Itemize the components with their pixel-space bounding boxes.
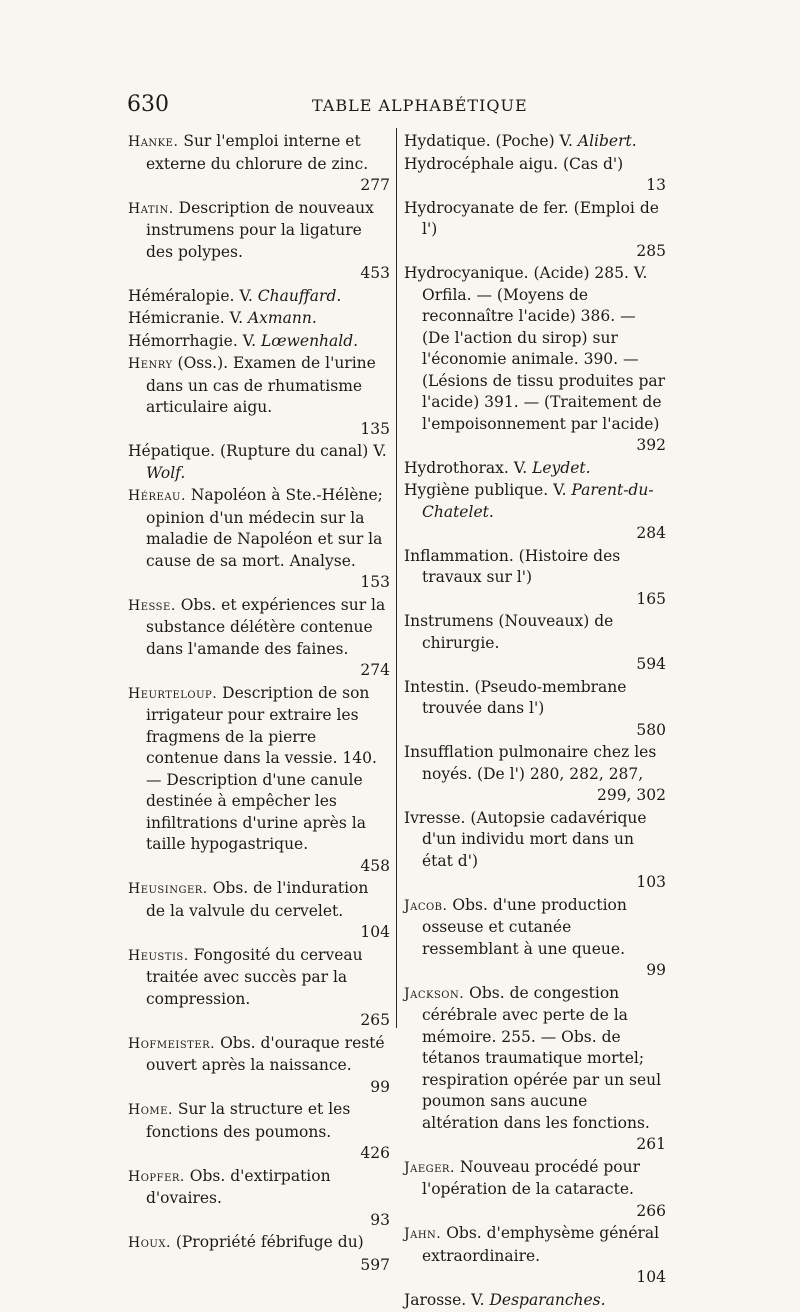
entry-page-number: 285 bbox=[636, 241, 666, 260]
entry-reference: Wolf. bbox=[146, 463, 186, 482]
entry-reference: Lœwenhald. bbox=[261, 331, 359, 350]
left-column bbox=[128, 131, 390, 1277]
index-entry bbox=[404, 895, 666, 982]
running-title: TABLE ALPHABÉTIQUE bbox=[312, 96, 528, 115]
entry-text: Obs. de congestion cérébrale avec perte de la mémoire. 255. — Obs. de tétanos traumatique mortel; respiration opérée par un seul poumon sans aucune altération dans les fonctions. bbox=[422, 983, 662, 1132]
entry-text: Nouveau procédé pour l'opération de la cataracte. bbox=[422, 1157, 640, 1198]
entry-text: Obs. de l'induration de la valvule du cervelet. bbox=[146, 879, 369, 920]
entry-text: Ivresse. (Autopsie cadavérique d'un individu mort dans un état d') bbox=[404, 808, 647, 870]
entry-text: Napoléon à Ste.-Hélène; opinion d'un médecin sur la maladie de Napoléon et sur la cause de sa mort. Analyse. bbox=[146, 486, 383, 570]
index-entry bbox=[128, 595, 390, 682]
index-entry bbox=[128, 945, 390, 1032]
entry-headword: Home. bbox=[128, 1102, 173, 1118]
entry-page-number: 104 bbox=[360, 923, 390, 941]
entry-reference: Chauffard. bbox=[257, 286, 342, 305]
entry-page-number: 165 bbox=[636, 589, 666, 608]
index-entry bbox=[404, 1157, 666, 1223]
index-entry bbox=[404, 677, 666, 742]
entry-headword: Jaeger. bbox=[404, 1159, 455, 1176]
entry-text: Hygiène publique. V. bbox=[404, 481, 572, 499]
entry-page-number: 265 bbox=[360, 1011, 390, 1029]
index-entry bbox=[404, 546, 666, 611]
page-header bbox=[127, 92, 667, 122]
index-entry bbox=[128, 485, 390, 594]
entry-text: Hydrocyanique. (Acide) 285. V. Orfila. — (Moyens de reconnaître l'acide) 386. — (De l'action du sirop) sur l'économie animale. 390. — (Lésions de tissu produites par l'acide) 391. — (Traitement de l'empoisonnement par l'acide) bbox=[404, 264, 666, 433]
entry-headword: Hanke. bbox=[128, 134, 179, 150]
entry-headword: Jacob. bbox=[404, 897, 448, 914]
entry-headword: Héreau. bbox=[128, 488, 186, 504]
entry-page-number: 135 bbox=[360, 419, 390, 438]
entry-headword: Hatin. bbox=[128, 200, 174, 217]
entry-text: Insufflation pulmonaire chez les noyés. (De l') 280, 282, 287, bbox=[404, 743, 657, 783]
entry-text: Jarosse. V. bbox=[404, 1290, 490, 1309]
entry-headword: Jackson. bbox=[404, 985, 465, 1002]
entry-page-number: 99 bbox=[646, 961, 666, 979]
entry-text: Fongosité du cerveau traitée avec succès par la compression. bbox=[146, 945, 363, 1008]
index-entry bbox=[128, 331, 390, 353]
index-entry bbox=[404, 458, 666, 480]
entry-text: Sur l'emploi interne et externe du chlorure de zinc. bbox=[146, 132, 369, 173]
entry-reference: Alibert. bbox=[577, 132, 637, 150]
entry-text: Obs. d'ouraque resté ouvert après la naissance. bbox=[146, 1033, 385, 1074]
entry-reference: Axmann. bbox=[247, 309, 317, 327]
entry-page-number: 266 bbox=[636, 1201, 666, 1220]
entry-text: Hépatique. (Rupture du canal) V. bbox=[128, 442, 387, 460]
entry-page-number: 458 bbox=[360, 856, 390, 875]
index-entry bbox=[404, 983, 666, 1156]
index-entry bbox=[404, 131, 666, 153]
entry-text: Hydrocéphale aigu. (Cas d') bbox=[404, 154, 624, 173]
index-entry bbox=[128, 353, 390, 440]
index-entry bbox=[404, 263, 666, 457]
page-number: 630 bbox=[127, 92, 169, 117]
entry-text: Hydrocyanate de fer. (Emploi de l') bbox=[404, 198, 659, 238]
entry-page-number: 392 bbox=[636, 436, 666, 454]
entry-text: Obs. et expériences sur la substance délétère contenue dans l'amande des faines. bbox=[146, 595, 386, 658]
entry-page-number: 13 bbox=[646, 176, 666, 194]
entry-text: Hydatique. (Poche) V. bbox=[404, 132, 578, 150]
index-entry bbox=[404, 1290, 666, 1312]
index-entry bbox=[128, 308, 390, 330]
entry-page-number: 277 bbox=[360, 176, 390, 194]
index-entry bbox=[128, 1099, 390, 1165]
index-entry bbox=[128, 1166, 390, 1232]
entry-text: Intestin. (Pseudo-membrane trouvée dans l') bbox=[404, 677, 627, 717]
entry-text: Obs. d'emphysème général extraordinaire. bbox=[422, 1224, 660, 1265]
index-entry bbox=[128, 683, 390, 878]
entry-headword: Heurteloup. bbox=[128, 685, 218, 702]
entry-page-number: 261 bbox=[636, 1135, 666, 1153]
entry-page-number: 299, 302 bbox=[596, 786, 666, 804]
entry-text: Hémicranie. V. bbox=[128, 309, 248, 327]
entry-reference: Leydet. bbox=[532, 458, 591, 477]
entry-page-number: 153 bbox=[360, 573, 390, 591]
index-entry bbox=[404, 1223, 666, 1289]
entry-text: Description de son irrigateur pour extraire les fragmens de la pierre contenue dans la vessie. 140. — Description d'une canule destinée à empêcher les infiltrations d'urine après la taille hypogastrique. bbox=[146, 683, 377, 853]
index-entry bbox=[128, 198, 390, 285]
entry-text: Hydrothorax. V. bbox=[404, 458, 533, 477]
entry-page-number: 99 bbox=[370, 1077, 390, 1096]
index-entry bbox=[404, 742, 666, 807]
entry-page-number: 594 bbox=[636, 655, 666, 673]
index-entry bbox=[128, 878, 390, 944]
entry-page-number: 274 bbox=[360, 661, 390, 679]
entry-text: Héméralopie. V. bbox=[128, 286, 258, 305]
index-entry bbox=[404, 611, 666, 676]
entry-text: Description de nouveaux instrumens pour la ligature des polypes. bbox=[146, 198, 374, 261]
entry-headword: Hesse. bbox=[128, 597, 176, 614]
entry-text: Obs. d'une production osseuse et cutanée ressemblant à une queue. bbox=[422, 895, 627, 958]
index-entry bbox=[128, 286, 390, 308]
entry-page-number: 93 bbox=[370, 1210, 390, 1229]
entry-headword: Hofmeister. bbox=[128, 1035, 216, 1052]
entry-headword: Heustis. bbox=[128, 947, 189, 964]
entry-text: Obs. d'extirpation d'ovaires. bbox=[146, 1166, 331, 1207]
entry-text: Sur la structure et les fonctions des poumons. bbox=[146, 1100, 351, 1141]
index-entry bbox=[404, 480, 666, 545]
entry-text: (Oss.). Examen de l'urine dans un cas de rhumatisme articulaire aigu. bbox=[146, 354, 376, 416]
entry-headword: Jahn. bbox=[404, 1226, 442, 1242]
index-entry bbox=[128, 441, 390, 484]
entry-page-number: 580 bbox=[636, 720, 666, 739]
entry-text: Hémorrhagie. V. bbox=[128, 331, 262, 350]
entry-text: Instrumens (Nouveaux) de chirurgie. bbox=[404, 612, 614, 652]
index-entry bbox=[404, 198, 666, 263]
entry-page-number: 597 bbox=[360, 1255, 390, 1274]
entry-reference: Parent-du-Chatelet. bbox=[422, 481, 654, 521]
index-entry bbox=[128, 131, 390, 197]
index-entry bbox=[404, 808, 666, 894]
entry-headword: Henry bbox=[128, 356, 173, 372]
entry-page-number: 426 bbox=[360, 1144, 390, 1162]
entry-reference: Desparanches. bbox=[489, 1290, 606, 1309]
entry-page-number: 453 bbox=[360, 264, 390, 282]
entry-page-number: 284 bbox=[636, 524, 666, 542]
entry-headword: Hopfer. bbox=[128, 1168, 185, 1185]
index-entry bbox=[128, 1033, 390, 1099]
entry-text: Inflammation. (Histoire des travaux sur l') bbox=[404, 546, 621, 586]
entry-page-number: 104 bbox=[636, 1268, 666, 1286]
right-column bbox=[404, 131, 666, 1312]
index-entry bbox=[128, 1232, 390, 1276]
index-entry bbox=[404, 154, 666, 197]
entry-page-number: 103 bbox=[636, 873, 666, 891]
entry-headword: Heusinger. bbox=[128, 881, 208, 897]
entry-text: (Propriété fébrifuge du) bbox=[170, 1233, 364, 1251]
column-divider bbox=[396, 128, 397, 1028]
entry-headword: Houx. bbox=[128, 1235, 171, 1251]
